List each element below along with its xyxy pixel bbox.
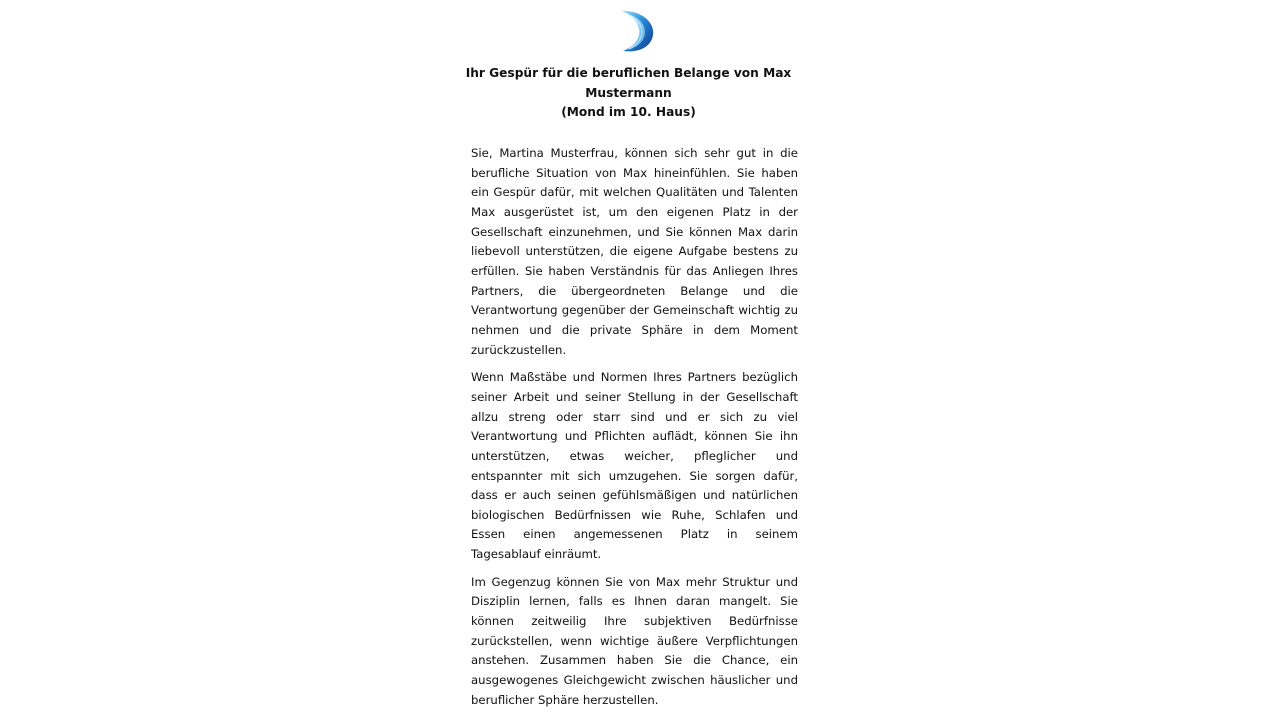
paragraph-3: Im Gegenzug können Sie von Max mehr Struktur und Disziplin lernen, falls es Ihnen daran mangelt. Sie können zeitweilig Ihre subjektiven Bedürfnisse zurückstellen, wenn wichtige äußere Verpflichtungen anstehen. Zusammen haben Sie die Chance, ein ausgewogenes Gleichgewicht zwischen häuslicher und beruflicher Sphäre herzustellen.: [471, 574, 798, 707]
heading-line-1: Ihr Gespür für die beruflichen Belange von Max: [465, 66, 792, 80]
paragraph-1: Sie, Martina Musterfrau, können sich sehr gut in die berufliche Situation von Max hineinfühlen. Sie haben ein Gespür dafür, mit welchen Qualitäten und Talenten Max ausgerüstet ist, um den eigenen Platz in der Gesellschaft einzunehmen, und Sie können Max darin liebevoll unterstützen, die eigene Aufgabe bestens zu erfüllen. Sie haben Verständnis für das Anliegen Ihres Partners, die übergeordneten Belange und die Verantwortung gegenüber der Gemeinschaft wichtig zu nehmen und die private Sphäre in dem Moment zurückzustellen.: [471, 146, 798, 357]
section-heading: [456, 64, 801, 123]
heading-line-3: (Mond im 10. Haus): [561, 105, 696, 120]
paragraph-2: Wenn Maßstäbe und Normen Ihres Partners bezüglich seiner Arbeit und seiner Stellung in der Gesellschaft allzu streng oder starr sind und er sich zu viel Verantwortung und Pflichten auflädt, können Sie ihn unterstützen, etwas weicher, pfleglicher und entspannter mit sich umzugehen. Sie sorgen dafür, dass er auch seinen gefühlsmäßigen und natürlichen biologischen Bedürfnissen wie Ruhe, Schlafen und Essen einen angemessenen Platz in seinem Tagesablauf einräumt.: [471, 370, 798, 562]
heading-line-2: Mustermann: [585, 85, 672, 100]
body-text: [471, 144, 798, 718]
crescent-moon-icon: [615, 8, 657, 54]
